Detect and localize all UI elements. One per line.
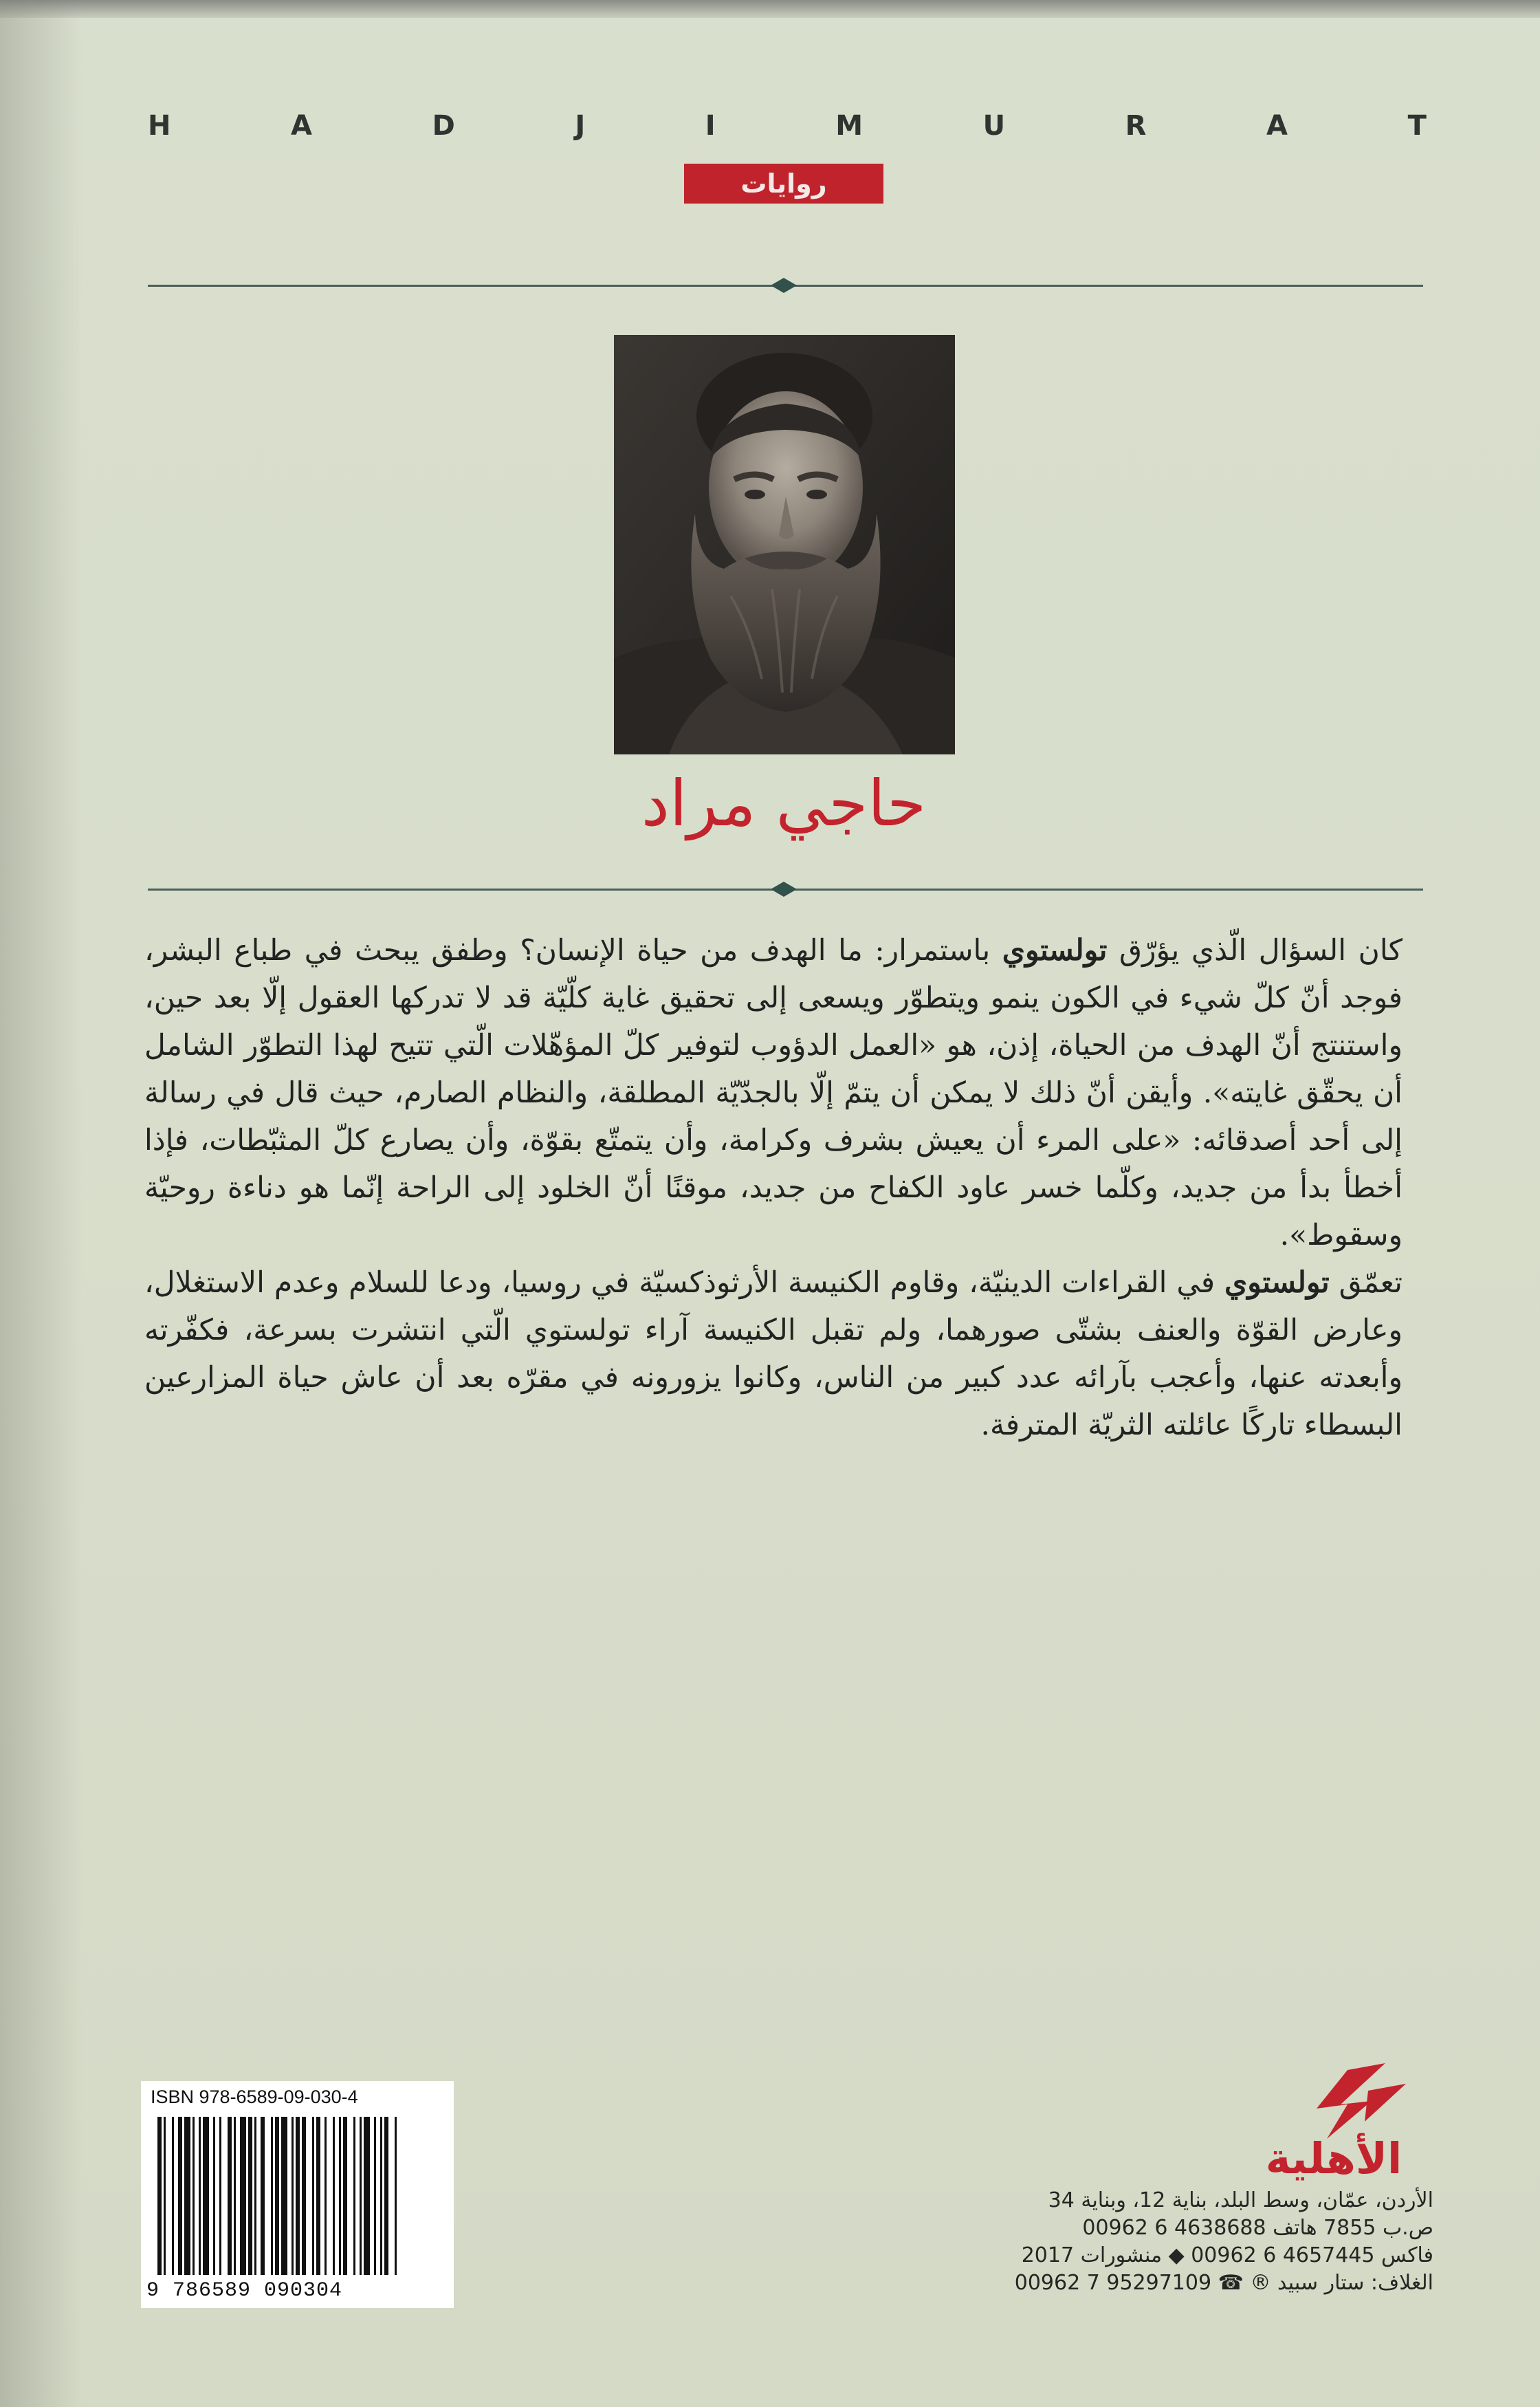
publisher-logo-mark (1231, 2063, 1430, 2190)
barcode-bar (281, 2117, 287, 2275)
barcode-bar (157, 2117, 162, 2275)
blurb-text-span: في القراءات الدينيّة، وقاوم الكنيسة الأرثوذكسيّة في روسيا، ودعا للسلام وعدم الاستغلال، وعارض القوّة والعنف بشتّى صورهما، ولم تقبل الكنيسة آراء تولستوي الّتي انتشرت بسرعة، فكفّرته وأبعدته عنها، وأعجب بآرائه عدد كبير من الناس، وكانوا يزورونه في مقرّه بعد أن عاش حياة المزارعين البسطاء تاركًا عائلته الثريّة المترفة. (144, 1266, 1402, 1442)
latin-title-letter: D (432, 110, 455, 142)
author-name: تولستوي (1224, 1265, 1330, 1300)
barcode-bar (203, 2117, 209, 2275)
latin-title (148, 110, 1427, 142)
barcode-bar (343, 2117, 347, 2275)
spine-shadow (0, 0, 82, 2407)
latin-title-letter: M (835, 110, 864, 142)
barcode-bar (312, 2117, 314, 2275)
imprint-line: فاكس 4657445 6 00962 ◆ منشورات 2017 (1021, 2243, 1433, 2267)
latin-title-letter: A (291, 110, 313, 142)
arabic-title: حاجي مراد (641, 767, 927, 840)
blurb-text (144, 927, 1402, 1449)
latin-title-letter: U (982, 110, 1006, 142)
barcode-bar (316, 2117, 320, 2275)
latin-title-letter: R (1125, 110, 1147, 142)
barcode-bar (360, 2117, 362, 2275)
barcode-bar (353, 2117, 355, 2275)
series-label: روايات (684, 164, 883, 204)
blurb-paragraph-2 (144, 1259, 1402, 1449)
isbn-label: ISBN 978-6589-09-030-4 (151, 2087, 358, 2107)
blurb-text-span: باستمرار: ما الهدف من حياة الإنسان؟ وطفق يبحث في طباع البشر، فوجد أنّ كلّ شيء في الكون ينمو ويتطوّر ويسعى إلى تحقيق غاية كلّيّة قد لا تدركها العقول إلّا بعد حين، واستنتج أنّ الهدف من الحياة، إذن، هو «العمل الدؤوب لتوفير كلّ المؤهّلات الّتي تتيح لهذا التطوّر الشامل أن يحقّق غايته». وأيقن أنّ ذلك لا يمكن أن يتمّ إلّا بالجدّيّة المطلقة، والنظام الصارم، حيث قال في رسالة إلى أحد أصدقائه: «على المرء أن يعيش بشرف وكرامة، وأن يتمتّع بقوّة، وأن يصارع كلّ المثبّطات، فإذا أخطأ بدأ من جديد، وكلّما خسر عاود الكفاح من جديد، موقنًا أنّ الخلود إلى الراحة إنّما هو دناءة روحيّة وسقوط». (144, 934, 1402, 1252)
barcode-bar (178, 2117, 182, 2275)
barcode-bar (248, 2117, 252, 2275)
barcode-bar (228, 2117, 232, 2275)
top-edge-shadow (0, 0, 1540, 18)
latin-title-letter: J (575, 110, 586, 142)
barcode-digits: 9 786589 090304 (146, 2279, 343, 2302)
publisher-logo-text: الأهلية (1265, 2133, 1402, 2183)
barcode-bar (324, 2117, 327, 2275)
barcode-bar (234, 2117, 236, 2275)
barcode-bar (374, 2117, 376, 2275)
barcode-bar (192, 2117, 195, 2275)
blurb-paragraph-1 (144, 927, 1402, 1259)
barcode-bars (141, 2081, 454, 2308)
blurb-text-span: كان السؤال الّذي يؤرّق (1107, 934, 1403, 968)
divider-bottom-ornament (771, 882, 797, 897)
publisher-imprint (932, 2187, 1433, 2297)
barcode-bar (384, 2117, 388, 2275)
imprint-line: ص.ب 7855 هاتف 4638688 6 00962 (1082, 2216, 1433, 2240)
barcode-bar (261, 2117, 265, 2275)
latin-title-letter: T (1407, 110, 1427, 142)
author-portrait-image (614, 335, 955, 754)
isbn-barcode (141, 2081, 454, 2308)
author-name: تولستوي (1002, 933, 1108, 968)
publisher-logo (1231, 2063, 1430, 2190)
barcode-bar (275, 2117, 279, 2275)
barcode-bar (364, 2117, 370, 2275)
barcode-bar (219, 2117, 221, 2275)
barcode-bar (395, 2117, 397, 2275)
barcode-bar (339, 2117, 341, 2275)
barcode-bar (254, 2117, 256, 2275)
barcode-bar (333, 2117, 335, 2275)
barcode-bar (164, 2117, 166, 2275)
blurb-text-span: تعمّق (1329, 1266, 1402, 1300)
barcode-bar (213, 2117, 215, 2275)
latin-title-letter: I (705, 110, 716, 142)
barcode-bar (199, 2117, 201, 2275)
imprint-line: الأردن، عمّان، وسط البلد، بناية 12، وبناية 34 (1048, 2188, 1433, 2212)
barcode-bar (302, 2117, 306, 2275)
barcode-bar (296, 2117, 300, 2275)
divider-top-ornament (771, 278, 797, 293)
latin-title-letter: A (1266, 110, 1288, 142)
barcode-bar (240, 2117, 246, 2275)
latin-title-letter: H (148, 110, 171, 142)
author-portrait (614, 335, 955, 754)
barcode-bar (292, 2117, 294, 2275)
barcode-bar (271, 2117, 273, 2275)
barcode-bar (184, 2117, 190, 2275)
barcode-bar (172, 2117, 174, 2275)
imprint-line: الغلاف: ستار سبيد ® ☎ 95297109 7 00962 (1014, 2271, 1433, 2295)
barcode-bar (380, 2117, 382, 2275)
